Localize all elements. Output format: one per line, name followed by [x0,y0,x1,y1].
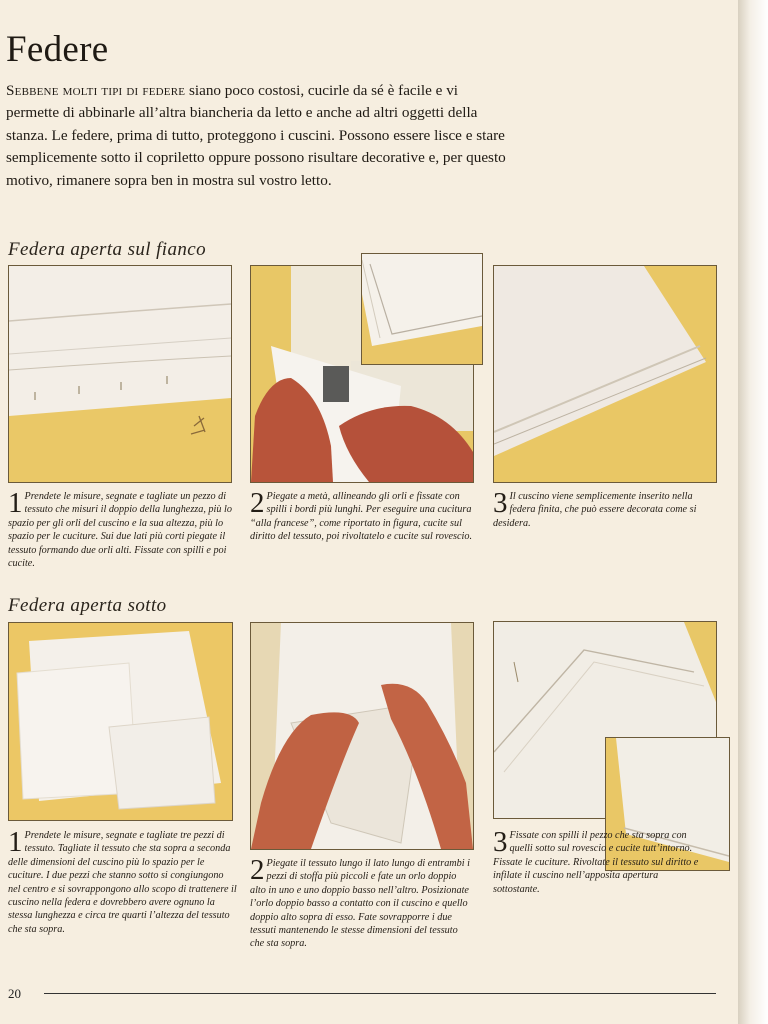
page-title: Federe [6,29,109,70]
footer-rule [44,993,716,994]
section-title-bottom-opening: Federa aperta sotto [8,595,167,616]
photo-french-seam-inset [361,253,483,365]
photo-three-fabric-pieces [8,622,233,821]
step-caption [250,487,476,544]
page-edge [738,0,768,1024]
step-text: Prendete le misure, segnate e tagliate un pezzo di tessuto che misuri il doppio della lunghezza, più lo spazio per gli orli del cuscino e la sua altezza, più lo spazio per le cuciture. Sui due lati più corti piegate il tessuto formando due orli alti. Fissate con spilli e poi cucite. [8,491,232,570]
step-text: Piegate il tessuto lungo il lato lungo di entrambi i pezzi di stoffa più piccoli e fate un orlo doppio alto in uno e uno doppio basso nell’altro. Posizionate l’orlo doppio basso a contatto con il cuscino e quello doppio alto sopra di esso. Fate sovrapporre i due tessuti mantenendo le stesse dimensioni del tessuto che sta sopra. [250,858,470,950]
step-number: 3 [493,826,508,858]
step-caption [493,826,707,896]
step-text: Prendete le misure, segnate e tagliate tre pezzi di tessuto. Tagliate il tessuto che sta sopra a seconda delle dimensioni del cuscino più lo spazio per le cuciture. I due pezzi che stanno sotto si congiungono nel centro e si sovrappongono allo scopo di trattenere il cuscino nella federa e dovrebbero avere ognuno la stessa lunghezza e circa tre quarti l’altezza del tessuto che sta sopra. [8,830,237,935]
photo-overlapping-pieces [250,622,474,850]
step-number: 1 [8,487,23,519]
step-number: 3 [493,487,508,519]
step-number: 1 [8,826,23,858]
step-text: Fissate con spilli il pezzo che sta sopra con quelli sotto sul rovescio e cucite tutt’intorno. Fissate le cuciture. Rivoltate il tessuto sul diritto e infilate il cuscino nell’apposita apertura sottostante. [493,830,699,895]
photo-hemmed-fabric [8,265,232,483]
page-number: 20 [8,986,21,1001]
step-text: Il cuscino viene semplicemente inserito nella federa finita, che può essere decorata come si desidera. [493,491,697,529]
step-number: 2 [250,487,265,519]
step-number: 2 [250,854,265,886]
intro-text: siano poco costosi, cucirle da sé è facile e vi permette di abbinarle all’altra biancheria da letto e anche ad altri oggetti della stanza. Le federe, prima di tutto, proteggono i cuscini. Possono essere lisce e stare semplicemente sotto il copriletto oppure possono risultare decorative e, per questo motivo, rimanere sopra ben in mostra sul vostro letto. [6,82,506,189]
section-title-side-opening: Federa aperta sul fianco [8,239,206,260]
photo-finished-pillowcase [493,265,717,483]
intro-paragraph [6,80,506,192]
step-caption [250,854,470,951]
step-text: Piegate a metà, allineando gli orli e fissate con spilli i bordi più lunghi. Per eseguire una cucitura “alla francese”, come riportato in figura, cucite sul diritto del tessuto, poi rivoltatelo e cucite sul rovescio. [250,491,473,543]
intro-lead: Sebbene molti tipi di federe [6,82,186,99]
step-caption [8,487,238,570]
step-caption [8,826,238,936]
step-caption [493,487,705,530]
